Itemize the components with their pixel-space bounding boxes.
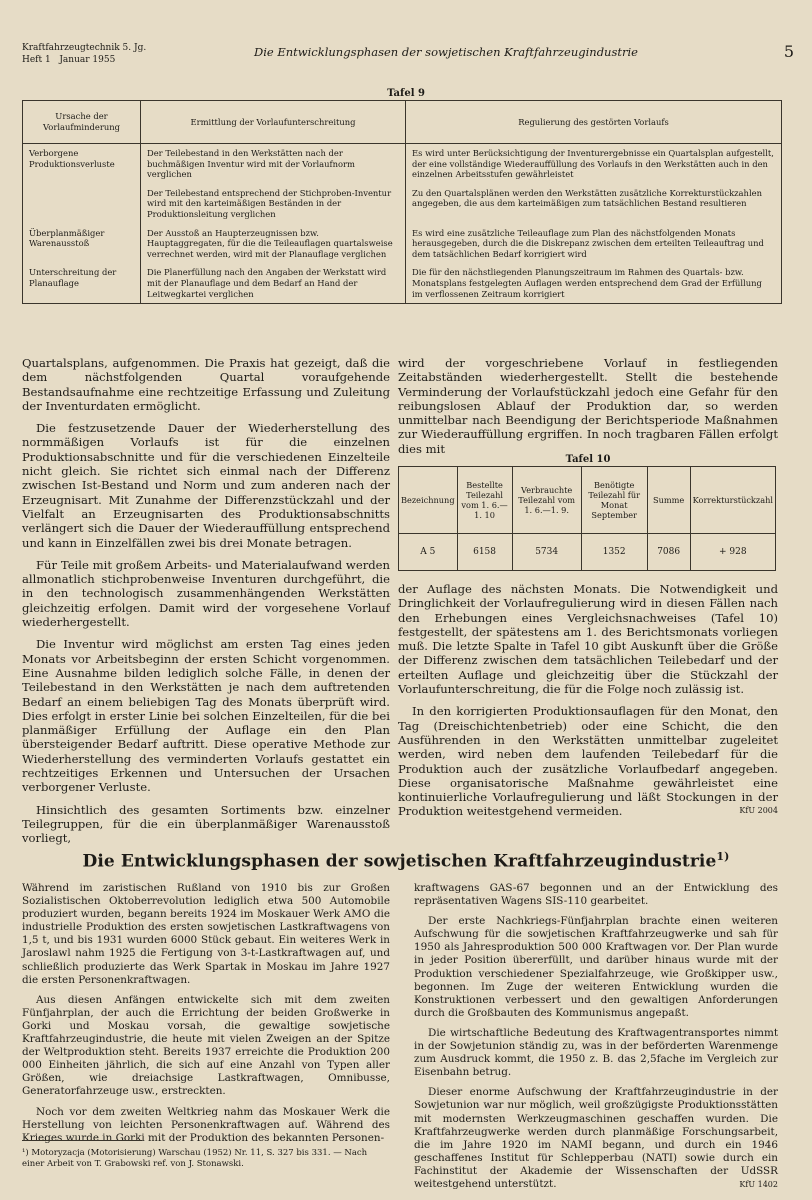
- tafel9-caption: Tafel 9: [387, 88, 425, 99]
- paragraph: Die wirtschaftliche Bedeutung des Kraftwagentransportes nimmt in der Sowjetunion ständig zu, was in der beförderten Warenmenge zum Ausdruck kommt, die 1950 z. B. das 2,5fache im Vergleich zur Eisenbahn betrug.: [414, 1026, 778, 1079]
- table-cell: Verborgene Produktionsverluste: [23, 144, 141, 184]
- table-header-cell: Summe: [647, 467, 690, 534]
- table-header-cell: Regulierung des gestörten Vorlaufs: [406, 101, 782, 144]
- table-header-cell: Bestellte Teilezahl vom 1. 6.—1. 10: [457, 467, 512, 534]
- kfu-code: KfU 1402: [739, 1179, 778, 1189]
- article-title: [0, 850, 812, 872]
- table-cell: 7086: [647, 534, 690, 571]
- table-cell: Die Planerfüllung nach den Angaben der Werkstatt wird mit der Planauflage und dem Bedarf an Hand der Leitwegkartei verglichen: [141, 263, 406, 303]
- table-row: [23, 224, 782, 264]
- paragraph: wird der vorgeschriebene Vorlauf in festliegenden Zeitabständen wiederhergestellt. Stellt die bestehende Verminderung der Vorlaufstückzahl jedoch eine Gefahr für den reibungslosen Ablauf der Produktion dar, so werden unmittelbar nach Beendigung der Berichtsperiode Maßnahmen zur Wiederauffüllung ergriffen. In noch tragbaren Fällen erfolgt dies mit: [398, 356, 778, 456]
- table-cell: 6158: [457, 534, 512, 571]
- running-title: Die Entwicklungsphasen der sowjetischen Kraftfahrzeugindustrie: [254, 45, 638, 59]
- paragraph: Noch vor dem zweiten Weltkrieg nahm das Moskauer Werk die Herstellung von leichten Personenkraftwagen auf. Während des Krieges wurde in Gorki mit der Produktion des bekannten Personen-: [22, 1105, 390, 1144]
- table-row: [23, 184, 782, 224]
- paragraph: Quartalsplans, aufgenommen. Die Praxis hat gezeigt, daß die dem nächstfolgenden Quartal voraufgehende Bestandsaufnahme eine rechtzeitige Erfassung und Zuleitung der Inventurdaten ermöglicht.: [22, 356, 390, 413]
- table-header-row: [23, 101, 782, 144]
- paragraph: Aus diesen Anfängen entwickelte sich mit dem zweiten Fünfjahrplan, der auch die Errichtung der beiden Großwerke in Gorki und Moskau vorsah, die gewaltige sowjetische Kraftfahrzeugindustrie, die heute mit vielen Zweigen an der Spitze der Weltproduktion steht. Bereits 1937 erreichte die Produktion 200 000 Einheiten jährlich, die sich auf eine Anzahl von Typen aller Größen, wie dreiachsige Lastkraftwagen, Omnibusse, Generatorfahrzeuge usw., erstreckten.: [22, 993, 390, 1098]
- paragraph: Für Teile mit großem Arbeits- und Materialaufwand werden allmonatlich stichprobenweise Inventuren durchgeführt, die in den technologisch zusammenhängenden Werkstätten gleichzeitig erfolgen. Damit wird der vorgesehene Vorlauf wiederhergestellt.: [22, 557, 390, 630]
- table-cell: 5734: [512, 534, 581, 571]
- paragraph: Die Inventur wird möglichst am ersten Tag eines jeden Monats vor Arbeitsbeginn der ersten Schicht vorgenommen. Eine Ausnahme bilden lediglich solche Fälle, in denen der Teilebestand in den Werkstätten je nach dem auftretenden Bedarf an einem beliebigen Tag des Monats überprüft wird. Dies erfolgt in erster Linie bei solchen Einzelteilen, für die bei planmäßiger Erfüllung der Auflage ein den Plan übersteigender Bedarf auftritt. Diese operative Methode zur Wiederherstellung des verminderten Vorlaufs gestattet ein rechtzeitiges Erkennen und Untersuchen der Ursachen verborgener Verluste.: [22, 637, 390, 795]
- table-cell: Die für den nächstliegenden Planungszeitraum im Rahmen des Quartals- bzw. Monatsplans festgelegten Auflagen werden entsprechend dem Grad der Erfüllung im verflossenen Zeitraum korrigiert: [406, 263, 782, 303]
- table-header-cell: Korrekturstückzahl: [690, 467, 775, 534]
- table-cell: Es wird unter Berücksichtigung der Inventurergebnisse ein Quartalsplan aufgestellt, der eine vollständige Wiederauffüllung des Vorlaufs in den Werkstätten auch in den einzelnen Arbeitsstufen gewährleistet: [406, 144, 782, 184]
- kfu-code: KfU 2004: [739, 806, 778, 816]
- table-header-cell: Ermittlung der Vorlaufunterschreitung: [141, 101, 406, 144]
- footnote-divider: [22, 1140, 142, 1141]
- table-cell: Der Ausstoß an Haupterzeugnissen bzw. Hauptaggregaten, für die die Teileauflagen quartalsweise verrechnet werden, wird mit der Planauflage verglichen: [141, 224, 406, 264]
- table-cell: 1352: [581, 534, 647, 571]
- left-text-column: [22, 356, 390, 854]
- table-row: [399, 534, 776, 571]
- right-text-column-bottom: [398, 582, 778, 827]
- journal-name: Kraftfahrzeugtechnik 5. Jg.: [22, 43, 147, 53]
- paragraph-text: Dieser enorme Aufschwung der Kraftfahrzeugindustrie in der Sowjetunion war nur möglich, weil großzügigste Produktionsstätten mit modernsten Werkzeugmaschinen geschaffen wurden. Die Kraftfahrzeugwerke werden durch planmäßige Forschungsarbeit, die im Jahre 1920 im NAMI begann, und durch ein 1946 geschaffenes Institut für Schlepperbau (NATI) sowie durch ein Fachinstitut der Akademie der Wissenschaften der UdSSR weitestgehend unterstützt.: [414, 1086, 778, 1190]
- paragraph: kraftwagens GAS-67 begonnen und an der Entwicklung des repräsentativen Wagens SIS-110 gearbeitet.: [414, 882, 778, 908]
- right-text-column-top: [398, 356, 778, 464]
- footnote-marker: 1): [716, 850, 730, 863]
- paragraph: Während im zaristischen Rußland von 1910 bis zur Großen Sozialistischen Oktoberrevolution lediglich etwa 500 Automobile produziert wurden, begann bereits 1924 im Moskauer Werk AMO die industrielle Produktion des ersten sowjetischen Lastkraftwagens von 1,5 t, und bis 1931 wurden 6000 Stück gebaut. Ein weiteres Werk in Jaroslawl nahm 1925 die Fertigung von 3-t-Lastkraftwagen auf, und schließlich produzierte das Werk Spartak in Moskau im Jahre 1927 die ersten Personenkraftwagen.: [22, 882, 390, 986]
- issue-label: Heft 1: [22, 55, 51, 65]
- table-cell: Es wird eine zusätzliche Teileauflage zum Plan des nächstfolgenden Monats herausgegeben, durch die die Diskrepanz zwischen dem erteilten Teileauftrag und dem tatsächlichen Bedarf korrigiert wird: [406, 224, 782, 264]
- table-header-cell: Verbrauchte Teilezahl vom 1. 6.—1. 9.: [512, 467, 581, 534]
- table-cell: Zu den Quartalsplänen werden den Werkstätten zusätzliche Korrekturstückzahlen angegeben, die aus dem karteimäßigen zum tatsächlichen Bestand resultieren: [406, 184, 782, 224]
- table-cell: Der Teilebestand entsprechend der Stichproben-Inventur wird mit den karteimäßigen Beständen in der Produktionsleitung verglichen: [141, 184, 406, 224]
- paragraph: Der erste Nachkriegs-Fünfjahrplan brachte einen weiteren Aufschwung für die sowjetischen Kraftfahrzeugwerke und sah für 1950 als Jahresproduktion 500 000 Kraftwagen vor. Der Plan wurde in jeder Position übererfüllt, und darüber hinaus wurde mit der Produktion verschiedener Spezialfahrzeuge, wie Großkipper usw., begonnen. Im Zuge der weiteren Entwicklung wurden die Konstruktionen verbessert und den gewaltigen Anforderungen durch die Großbauten des Kommunismus angepaßt.: [414, 915, 778, 1019]
- paragraph: Die festzusetzende Dauer der Wiederherstellung des normmäßigen Vorlaufs ist für die einzelnen Produktionsabschnitte und für die verschiedenen Einzelteile nicht gleich. Sie richtet sich einmal nach der Differenz zwischen Ist-Bestand und Norm und zum anderen nach der Erzeugnisart. Mit Zunahme der Differenzstückzahl und der Vielfalt an Erzeugnisarten des Produktionsabschnitts verlängert sich die Dauer der Wiederauffüllung entsprechend und kann in Einzelfällen zwei bis drei Monate betragen.: [22, 421, 390, 550]
- page-header: [22, 42, 794, 68]
- table-cell: [23, 184, 141, 224]
- article-right-column: [414, 882, 778, 1198]
- paragraph: [398, 704, 778, 818]
- paragraph: der Auflage des nächsten Monats. Die Notwendigkeit und Dringlichkeit der Vorlaufregulierung wird in diesen Fällen nach den Erhebungen eines Vergleichsnachweises (Tafel 10) festgestellt, der spätestens am 1. des Berichtsmonats vorliegen muß. Die letzte Spalte in Tafel 10 gibt Auskunft über die Größe der Differenz zwischen dem tatsächlichen Teilebedarf und der erteilten Auflage und gleichzeitig über die Stückzahl der Vorlaufunterschreitung, die für die Folge noch zulässig ist.: [398, 582, 778, 697]
- journal-info: [22, 42, 146, 66]
- table-cell: Überplanmäßiger Warenausstoß: [23, 224, 141, 264]
- paragraph: Hinsichtlich des gesamten Sortiments bzw. einzelner Teilegruppen, für die ein überplanmäßiger Warenausstoß vorliegt,: [22, 802, 390, 846]
- table-cell: Unterschreitung der Planauflage: [23, 263, 141, 303]
- article-left-column: [22, 882, 390, 1152]
- table-row: [23, 144, 782, 184]
- article-title-text: Die Entwicklungsphasen der sowjetischen Kraftfahrzeugindustrie: [82, 851, 717, 872]
- table-header-cell: Ursache der Vorlaufminderung: [23, 101, 141, 144]
- table-cell: Der Teilebestand in den Werkstätten nach der buchmäßigen Inventur wird mit der Vorlaufnorm verglichen: [141, 144, 406, 184]
- issue-date: Januar 1955: [59, 55, 116, 65]
- tafel10-table: [398, 466, 776, 571]
- paragraph: [414, 1086, 778, 1191]
- tafel10-caption: Tafel 10: [565, 454, 611, 465]
- paragraph-text: In den korrigierten Produktionsauflagen für den Monat, den Tag (Dreischichtenbetrieb) oder eine Schicht, die den Ausführenden in den Werkstätten unmittelbar zugeleitet werden, wird neben dem laufenden Teilebedarf für die Produktion auch der zusätzliche Vorlaufbedarf angegeben. Diese organisatorische Maßnahme gewährleistet eine kontinuierliche Vorlaufregulierung und läßt Stockungen in der Produktion weitestgehend vermeiden.: [398, 704, 778, 819]
- footnote: ¹) Motoryzacja (Motorisierung) Warschau (1952) Nr. 11, S. 327 bis 331. — Nach einer Arbeit von T. Grabowski ref. von J. Stonawski.: [22, 1148, 368, 1169]
- tafel9-table: [22, 100, 782, 304]
- table-header-cell: Benötigte Teilezahl für Monat September: [581, 467, 647, 534]
- table-header-row: [399, 467, 776, 534]
- table-cell: + 928: [690, 534, 775, 571]
- table-cell: A 5: [399, 534, 458, 571]
- table-header-cell: Bezeichnung: [399, 467, 458, 534]
- table-row: [23, 263, 782, 303]
- page-number: 5: [783, 42, 794, 61]
